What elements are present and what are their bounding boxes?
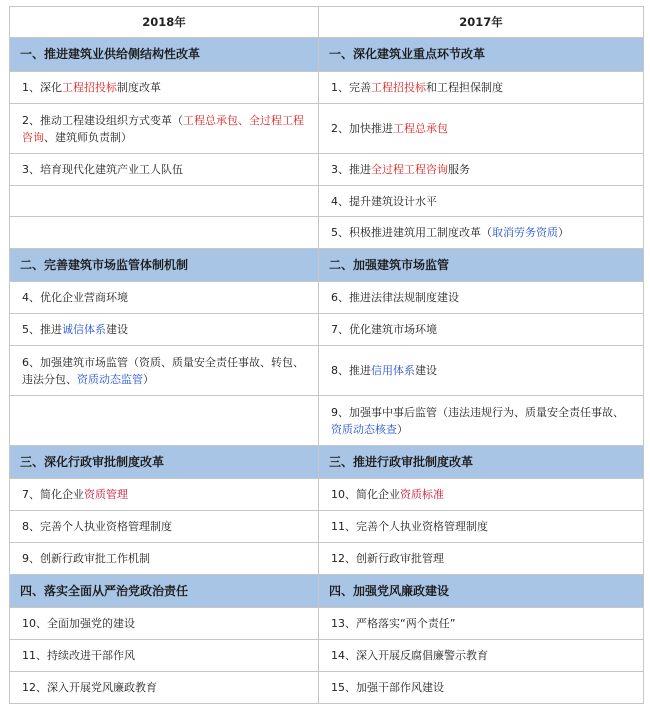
- list-item-2017: 10、简化企业资质标准: [319, 479, 644, 511]
- list-item-2017: 3、推进全过程工程咨询服务: [319, 154, 644, 186]
- list-item-2018: 1、深化工程招投标制度改革: [10, 72, 319, 104]
- list-item-2018: 6、加强建筑市场监管（资质、质量安全责任事故、转包、违法分包、资质动态监管）: [10, 346, 319, 396]
- list-item-2018: 7、简化企业资质管理: [10, 479, 319, 511]
- section-title-2018: 三、深化行政审批制度改革: [10, 446, 319, 479]
- list-item-2018: 8、完善个人执业资格管理制度: [10, 511, 319, 543]
- section-title-2017: 二、加强建筑市场监管: [319, 249, 644, 282]
- list-item-2017: 7、优化建筑市场环境: [319, 314, 644, 346]
- list-item-2017: 1、完善工程招投标和工程担保制度: [319, 72, 644, 104]
- list-item-2017: 13、严格落实“两个责任”: [319, 608, 644, 640]
- list-item-2017: 2、加快推进工程总承包: [319, 104, 644, 154]
- list-item-2018: 2、推动工程建设组织方式变革（工程总承包、全过程工程咨询、建筑师负责制）: [10, 104, 319, 154]
- comparison-table: [9, 6, 644, 704]
- list-item-2017: 11、完善个人执业资格管理制度: [319, 511, 644, 543]
- list-item-2017: 14、深入开展反腐倡廉警示教育: [319, 640, 644, 672]
- list-item-2018: 9、创新行政审批工作机制: [10, 543, 319, 575]
- section-title-2018: 一、推进建筑业供给侧结构性改革: [10, 38, 319, 72]
- list-item-2017: 8、推进信用体系建设: [319, 346, 644, 396]
- section-title-2017: 四、加强党风廉政建设: [319, 575, 644, 608]
- section-title-2017: 一、深化建筑业重点环节改革: [319, 38, 644, 72]
- list-item-2017: 12、创新行政审批管理: [319, 543, 644, 575]
- list-item-2017: 9、加强事中事后监管（违法违规行为、质量安全责任事故、资质动态核查）: [319, 396, 644, 446]
- empty-cell: [10, 186, 319, 217]
- section-title-2018: 四、落实全面从严治党政治责任: [10, 575, 319, 608]
- list-item-2017: 4、提升建筑设计水平: [319, 186, 644, 217]
- list-item-2018: 3、培育现代化建筑产业工人队伍: [10, 154, 319, 186]
- list-item-2018: 4、优化企业营商环境: [10, 282, 319, 314]
- list-item-2017: 15、加强干部作风建设: [319, 672, 644, 704]
- section-title-2018: 二、完善建筑市场监管体制机制: [10, 249, 319, 282]
- list-item-2018: 10、全面加强党的建设: [10, 608, 319, 640]
- list-item-2018: 12、深入开展党风廉政教育: [10, 672, 319, 704]
- header-2018: 2018年: [10, 7, 319, 38]
- section-title-2017: 三、推进行政审批制度改革: [319, 446, 644, 479]
- list-item-2018: 5、推进诚信体系建设: [10, 314, 319, 346]
- list-item-2018: 11、持续改进干部作风: [10, 640, 319, 672]
- list-item-2017: 6、推进法律法规制度建设: [319, 282, 644, 314]
- empty-cell: [10, 217, 319, 249]
- list-item-2017: 5、积极推进建筑用工制度改革（取消劳务资质）: [319, 217, 644, 249]
- empty-cell: [10, 396, 319, 446]
- header-2017: 2017年: [319, 7, 644, 38]
